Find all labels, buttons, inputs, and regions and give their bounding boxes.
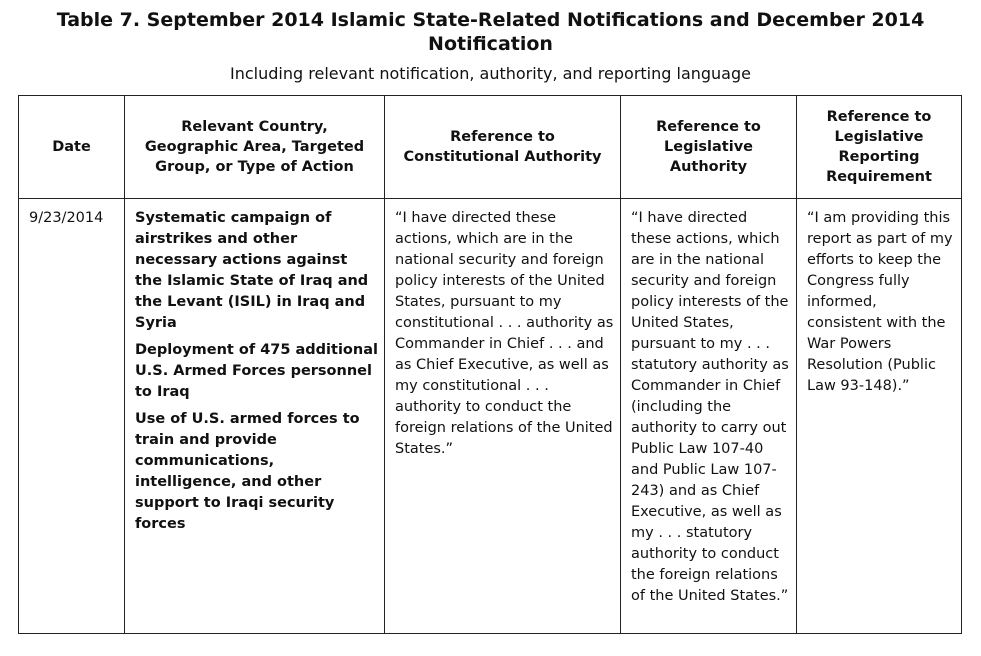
table-subtitle: Including relevant notification, authority, and reporting language xyxy=(230,64,751,83)
table-title-line-2: Notification xyxy=(428,33,553,55)
header-country: Relevant Country, Geographic Area, Targeted Group, or Type of Action xyxy=(125,96,385,199)
cell-reporting-requirement: “I am providing this report as part of my efforts to keep the Congress fully informed, consistent with the War Powers Resolution (Public Law 93-148).” xyxy=(797,199,962,634)
action-item: Use of U.S. armed forces to train and provide communications, intelligence, and other support to Iraqi security forces xyxy=(135,411,360,532)
cell-constitutional-authority: “I have directed these actions, which are in the national security and foreign policy interests of the United States, pursuant to my constitutional . . . authority as Commander in Chief . . . and as Chief Executive, as well as my constitutional . . . authority to conduct the foreign relations of the United States.” xyxy=(385,199,621,634)
header-reporting-requirement: Reference to Legislative Reporting Requirement xyxy=(797,96,962,199)
cell-country-actions xyxy=(125,199,385,634)
table-title xyxy=(0,8,981,56)
header-date: Date xyxy=(19,96,125,199)
notifications-table xyxy=(18,95,962,634)
table-row xyxy=(19,199,962,634)
action-item: Deployment of 475 additional U.S. Armed Forces personnel to Iraq xyxy=(135,342,378,400)
header-row xyxy=(19,96,962,199)
action-item: Systematic campaign of airstrikes and other necessary actions against the Islamic State of Iraq and the Levant (ISIL) in Iraq and Syria xyxy=(135,210,369,331)
header-legislative-authority: Reference to Legislative Authority xyxy=(621,96,797,199)
table-title-line-1: Table 7. September 2014 Islamic State-Related Notifications and December 2014 xyxy=(56,9,925,31)
header-constitutional-authority: Reference to Constitutional Authority xyxy=(385,96,621,199)
cell-legislative-authority: “I have directed these actions, which are in the national security and foreign policy interests of the United States, pursuant to my . . . statutory authority as Commander in Chief (including the authority to carry out Public Law 107-40 and Public Law 107-243) and as Chief Executive, as well as my . . . statutory authority to conduct the foreign relations of the United States.” xyxy=(621,199,797,634)
cell-date: 9/23/2014 xyxy=(19,199,125,634)
